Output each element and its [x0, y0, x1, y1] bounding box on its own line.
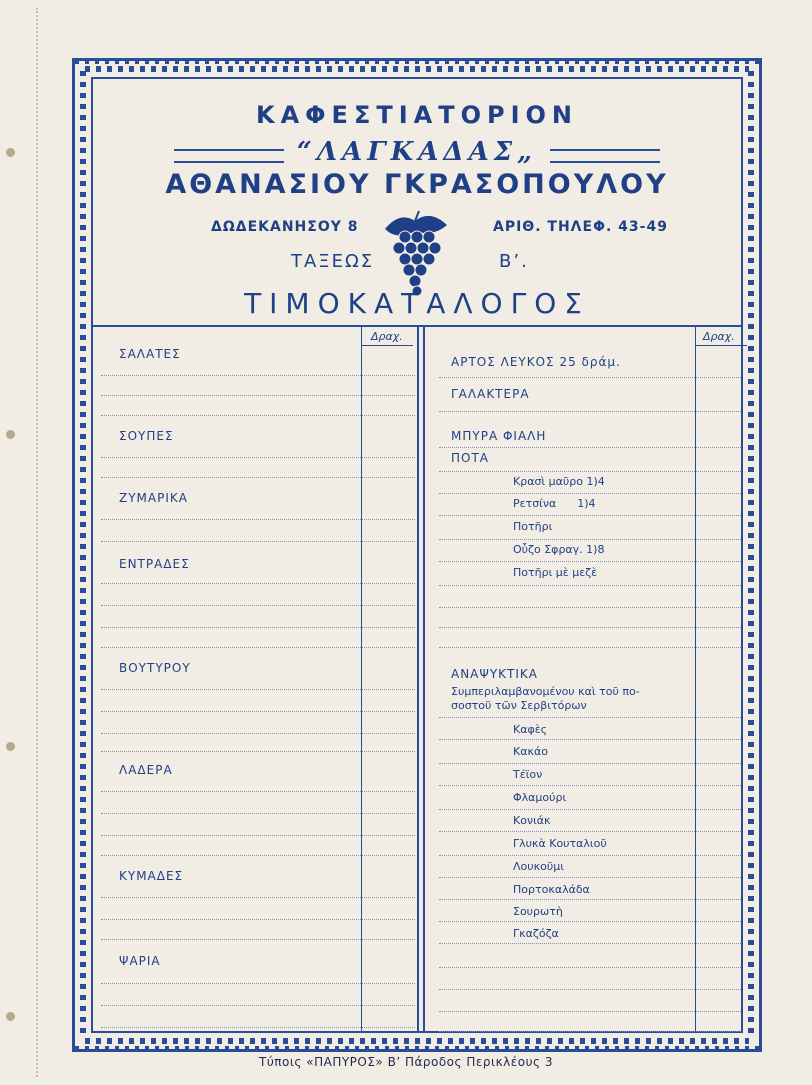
dotted-line — [101, 835, 415, 836]
dotted-line — [101, 855, 415, 856]
dotted-line — [439, 515, 741, 516]
menu-header — [93, 79, 741, 324]
class-word: ΤΑΞΕΩΣ — [291, 251, 375, 272]
drink-item: Ποτῆρι — [513, 520, 553, 533]
dotted-line — [439, 899, 741, 900]
dotted-line — [439, 855, 741, 856]
dotted-line — [101, 583, 415, 584]
class-value: Β’. — [499, 251, 529, 272]
section-label: ΖΥΜΑΡΙΚΑ — [119, 491, 188, 505]
refreshment-item: Τέϊον — [513, 768, 543, 781]
dotted-line — [101, 627, 415, 628]
dotted-line — [439, 539, 741, 540]
menu-inner — [91, 77, 743, 1033]
binder-hole — [6, 742, 15, 751]
dotted-line — [101, 689, 415, 690]
drink-item: Ποτῆρι μὲ μεζὲ — [513, 566, 598, 579]
dotted-line — [101, 939, 415, 940]
dotted-line — [101, 1027, 415, 1028]
dotted-line — [439, 1011, 741, 1012]
dotted-line — [101, 395, 415, 396]
right-column — [431, 327, 741, 1031]
dotted-line — [101, 711, 415, 712]
refreshment-item: Καφὲς — [513, 723, 548, 736]
price-column-header: Δραχ. — [703, 330, 735, 343]
dotted-line — [439, 647, 741, 648]
section-label: ΒΟΥΤΥΡΟΥ — [119, 661, 191, 675]
dotted-line — [439, 493, 741, 494]
meander-border-top — [85, 66, 749, 72]
section-label: ΨΑΡΙΑ — [119, 954, 161, 968]
dotted-line — [439, 943, 741, 944]
perforation-edge — [36, 8, 38, 1077]
binder-hole — [6, 430, 15, 439]
dotted-line — [101, 477, 415, 478]
section-label: ΚΥΜΑΔΕΣ — [119, 869, 184, 883]
printer-imprint: Τύποις «ΠΑΠΥΡΟΣ» Β’ Πάροδος Περικλέους 3 — [258, 1055, 554, 1069]
dotted-line — [101, 813, 415, 814]
dotted-line — [439, 739, 741, 740]
dotted-line — [439, 471, 741, 472]
menu-item-dairy: ΓΑΛΑΚΤΕΡΑ — [451, 387, 530, 401]
dotted-line — [439, 763, 741, 764]
price-header-underline — [361, 345, 413, 346]
section-label: ΣΑΛΑΤΕΣ — [119, 347, 181, 361]
dotted-line — [101, 897, 415, 898]
establishment-name: “ΛΑΓΚΑΔΑΣ„ — [296, 137, 538, 167]
dotted-line — [101, 519, 415, 520]
section-label: ΑΝΑΨΥΚΤΙΚΑ — [451, 667, 538, 681]
address: ΔΩΔΕΚΑΝΗΣΟΥ 8 — [211, 219, 359, 235]
drink-item: Κρασὶ μαῦρο 1)4 — [513, 475, 605, 488]
phone-number: ΑΡΙΘ. ΤΗΛΕΦ. 43-49 — [493, 219, 668, 235]
refreshment-item: Φλαμούρι — [513, 791, 567, 804]
dotted-line — [439, 877, 741, 878]
dotted-line — [439, 809, 741, 810]
refreshment-item: Κονιάκ — [513, 814, 551, 827]
dotted-line — [439, 1031, 741, 1032]
dotted-line — [439, 967, 741, 968]
refreshment-item: Λουκοῦμι — [513, 860, 564, 873]
dotted-line — [439, 785, 741, 786]
binder-hole — [6, 148, 15, 157]
meander-border-right — [748, 71, 754, 1039]
dotted-line — [101, 647, 415, 648]
drink-item: Οὖζο Σφραγ. 1)8 — [513, 543, 605, 556]
owner-name: ΑΘΑΝΑΣΙΟΥ ΓΚΡΑΣΟΠΟΥΛΟΥ — [165, 169, 669, 200]
refreshment-item: Γκαζόζα — [513, 927, 559, 940]
dotted-line — [101, 457, 415, 458]
section-label: ΣΟΥΠΕΣ — [119, 429, 174, 443]
refreshment-item: Πορτοκαλάδα — [513, 883, 590, 896]
grapes-icon — [375, 207, 455, 297]
price-column-divider — [695, 327, 696, 1031]
drink-item: Ρετσίνα 1)4 — [513, 497, 596, 510]
dotted-line — [101, 919, 415, 920]
left-column — [93, 327, 415, 1031]
dotted-line — [439, 377, 741, 378]
menu-frame — [72, 58, 762, 1052]
menu-body — [93, 327, 741, 1031]
establishment-type: ΚΑΦΕΣΤΙΑΤΟΡΙΟΝ — [255, 101, 579, 129]
refreshment-item: Γλυκὰ Κουταλιοῦ — [513, 837, 607, 850]
binder-hole — [6, 1012, 15, 1021]
dotted-line — [439, 561, 741, 562]
dotted-line — [439, 717, 741, 718]
column-separator — [423, 327, 425, 1031]
section-label: ΛΑΔΕΡΑ — [119, 763, 173, 777]
price-header-underline — [695, 345, 747, 346]
refreshment-item: Κακάο — [513, 745, 548, 758]
price-column-header: Δραχ. — [371, 330, 403, 343]
meander-border-bottom — [85, 1038, 749, 1044]
refreshments-note: σοστοῦ τῶν Σερβιτόρων — [451, 699, 587, 712]
decorative-rule-right — [550, 149, 660, 163]
dotted-line — [101, 791, 415, 792]
dotted-line — [101, 605, 415, 606]
price-column-divider — [361, 327, 362, 1031]
decorative-rule-left — [174, 149, 284, 163]
dotted-line — [439, 921, 741, 922]
dotted-line — [439, 585, 741, 586]
dotted-line — [101, 415, 415, 416]
dotted-line — [439, 627, 741, 628]
menu-item-beer: ΜΠΥΡΑ ΦΙΑΛΗ — [451, 429, 547, 443]
meander-border-left — [80, 71, 86, 1039]
dotted-line — [101, 733, 415, 734]
dotted-line — [101, 541, 415, 542]
dotted-line — [101, 751, 415, 752]
dotted-line — [101, 983, 415, 984]
section-label: ΠΟΤΑ — [451, 451, 490, 465]
name-row — [93, 137, 741, 167]
section-label: ΕΝΤΡΑΔΕΣ — [119, 557, 190, 571]
dotted-line — [439, 411, 741, 412]
refreshment-item: Σουρωτὴ — [513, 905, 563, 918]
page-title: ΤΙΜΟΚΑΤΑΛΟΓΟΣ — [244, 287, 590, 320]
dotted-line — [101, 1005, 415, 1006]
refreshments-note: Συμπεριλαμβανομένου καὶ τοῦ πο- — [451, 685, 640, 698]
menu-item-bread: ΑΡΤΟΣ ΛΕΥΚΟΣ 25 δράμ. — [451, 355, 621, 369]
dotted-line — [439, 607, 741, 608]
dotted-line — [439, 989, 741, 990]
dotted-line — [439, 831, 741, 832]
column-separator — [417, 327, 419, 1031]
dotted-line — [101, 375, 415, 376]
dotted-line — [439, 447, 741, 448]
